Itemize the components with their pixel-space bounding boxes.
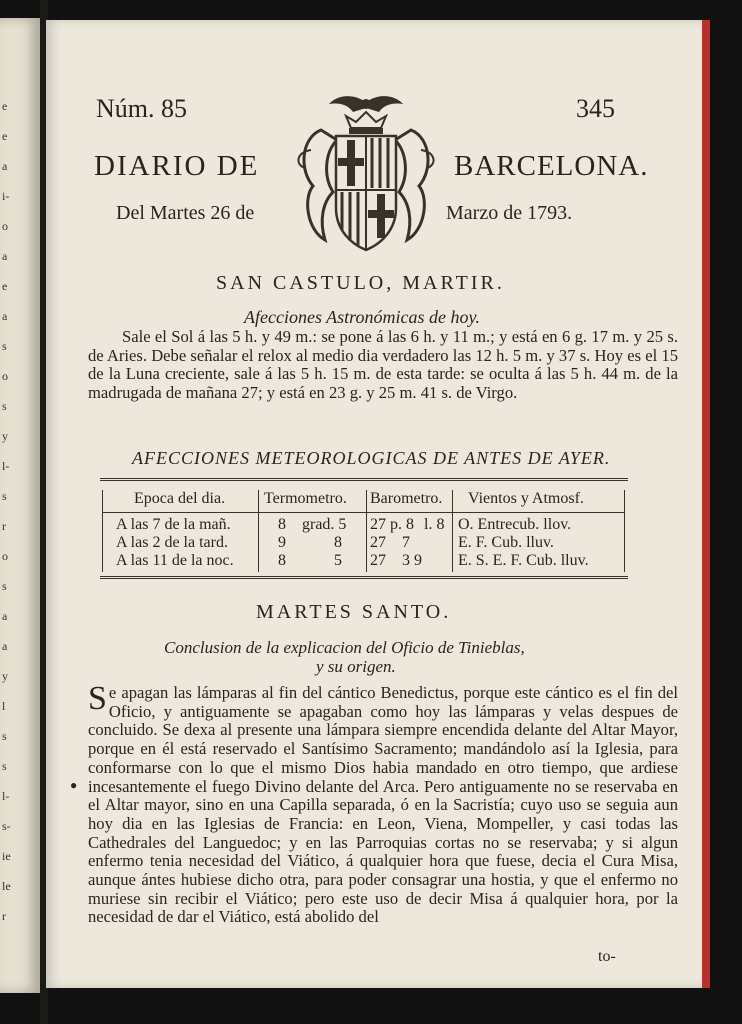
facing-page-letter: o [2,549,8,563]
col-header-epoca: Epoca del dia. [134,490,226,507]
barcelona-crest-icon [291,90,441,260]
article-text: e apagan las lámparas al fin del cántico Benedictus, porque este cántico es el fin del Oficio, y antiguamente se apagaban como hoy las lámparas y velas despues de concluido. Se dexa al presente una lámpara siempre encendida delante del Altar Mayor, porque en él está reservado el Santísimo Sacramento; mandándolo así la Iglesia, para conformarse con lo que el mismo Dios habia mandado en otro tiempo, que ardiese incesantemente el fuego Divino delante del Arca. Pero antiguamente no se reservaba en el Altar mayor, sino en una Capilla separada, ó en la Sacristía; cuyo uso se seguia aun hoy dia en las Iglesias de Francia: en Leon, Viena, Mompeller, y casi todas las Cathedrales del Languedoc; y en las Parroquias cortas no se reservaba; y si algun enfermo tenia necesidad del Viático, á qualquier hora que fuese, decia el Cura Misa, aunque ántes hubiese dicho otra, para poder consagrar una hostia, y que el enfermo no muriese sin recibir el Viático; pero este uso de decir Misa á qualquier hora, por la necesidad de dar el Viático, está abolido del [88,683,678,927]
table-divider-3 [452,490,453,572]
facing-page-letter: a [2,639,8,653]
facing-page-letter: a [2,249,8,263]
facing-page-letter: s [2,399,7,413]
table-cell: 9 [278,534,286,551]
facing-page-letter: s [2,729,7,743]
table-cell: 27 [370,534,386,551]
table-border-left [102,490,103,572]
col-header-barometro: Barometro. [370,490,443,507]
facing-page-letter: e [2,279,8,293]
facing-page-letter: r [2,909,6,923]
table-cell: 8 [278,552,286,569]
facing-page-letter: i- [2,189,10,203]
masthead-title-right: BARCELONA. [454,150,649,182]
table-cell: 3 9 [402,552,422,569]
facing-page-letter: l [2,699,6,713]
table-cell: E. F. Cub. lluv. [458,534,554,551]
table-cell: 5 [334,552,342,569]
table-border-right [624,490,625,572]
table-cell: l. 8 [424,516,445,533]
table-cell: E. S. E. F. Cub. lluv. [458,552,589,569]
astronomical-text: Sale el Sol á las 5 h. y 49 m.: se pone á las 6 h. y 11 m.; y está en 6 g. 17 m. y 25 s. de Aries. Debe señalar el relox al medio dia verdadero las 12 h. 5 m. y 37 s. Hoy es el 15 de la Luna creciente, sale á las 5 h. 15 m. de esta tarde: se oculta á las 5 h. 44 m. de la madrugada de mañana 27; y está en 23 g. y 25 m. 41 s. de Virgo. [88,327,678,403]
table-cell: 8 [334,534,342,551]
section-subheading-continued: y su origen. [316,657,396,676]
issue-date-right: Marzo de 1793. [446,202,573,224]
table-cell: 27 p. 8 [370,516,414,533]
facing-page-letter: o [2,369,8,383]
col-header-termometro: Termometro. [264,490,347,507]
table-bottom-rule [100,576,628,579]
table-cell: 7 [402,534,410,551]
table-divider-1 [258,490,259,572]
issue-number: Núm. 85 [96,94,187,123]
facing-page-letter: r [2,519,6,533]
article-body [88,680,678,927]
facing-page-letter: le [2,879,11,893]
facing-page-edge [0,18,40,993]
header-underline [102,512,624,513]
col-header-vientos: Vientos y Atmosf. [468,490,584,507]
facing-page-letter: s [2,489,7,503]
facing-page-letter: s [2,759,7,773]
facing-page-letter: a [2,159,8,173]
meteorological-heading: AFECCIONES METEOROLOGICAS DE ANTES DE AYER. [132,448,611,468]
facing-page-letter: a [2,309,8,323]
facing-page-letter: s [2,339,7,353]
table-row: A las 2 de la tard. [116,534,228,551]
facing-page-letter: a [2,609,8,623]
masthead-title-left: DIARIO DE [94,150,260,182]
table-row: A las 7 de la mañ. [116,516,231,533]
facing-page-letter: y [2,669,8,683]
facing-page-letter: e [2,99,8,113]
saint-of-the-day: SAN CASTULO, MARTIR. [216,272,505,294]
facing-page-letter: l- [2,789,10,803]
table-top-rule [100,478,628,481]
section-subheading: Conclusion de la explicacion del Oficio de Tinieblas, [164,638,525,657]
weather-table [100,478,628,586]
table-cell: O. Entrecub. llov. [458,516,572,533]
facing-page-letter: s- [2,819,11,833]
astronomical-heading: Afecciones Astronómicas de hoy. [244,307,480,327]
table-row: A las 11 de la noc. [116,552,234,569]
table-cell: grad. 5 [302,516,347,533]
facing-page-letter: ie [2,849,11,863]
issue-date-left: Del Martes 26 de [116,202,255,224]
facing-page-letter: s [2,579,7,593]
facing-page-letter: o [2,219,8,233]
facing-page-letter: e [2,129,8,143]
table-cell: 27 [370,552,386,569]
facing-page-letter: l- [2,459,10,473]
newspaper-page [46,20,710,988]
section-heading: MARTES SANTO. [256,601,452,623]
margin-dot: ● [70,778,78,792]
drop-cap: S [88,680,107,717]
catchword: to- [598,948,616,965]
facing-page-letter: y [2,429,8,443]
page-number: 345 [576,94,615,123]
table-divider-2 [366,490,367,572]
table-cell: 8 [278,516,286,533]
